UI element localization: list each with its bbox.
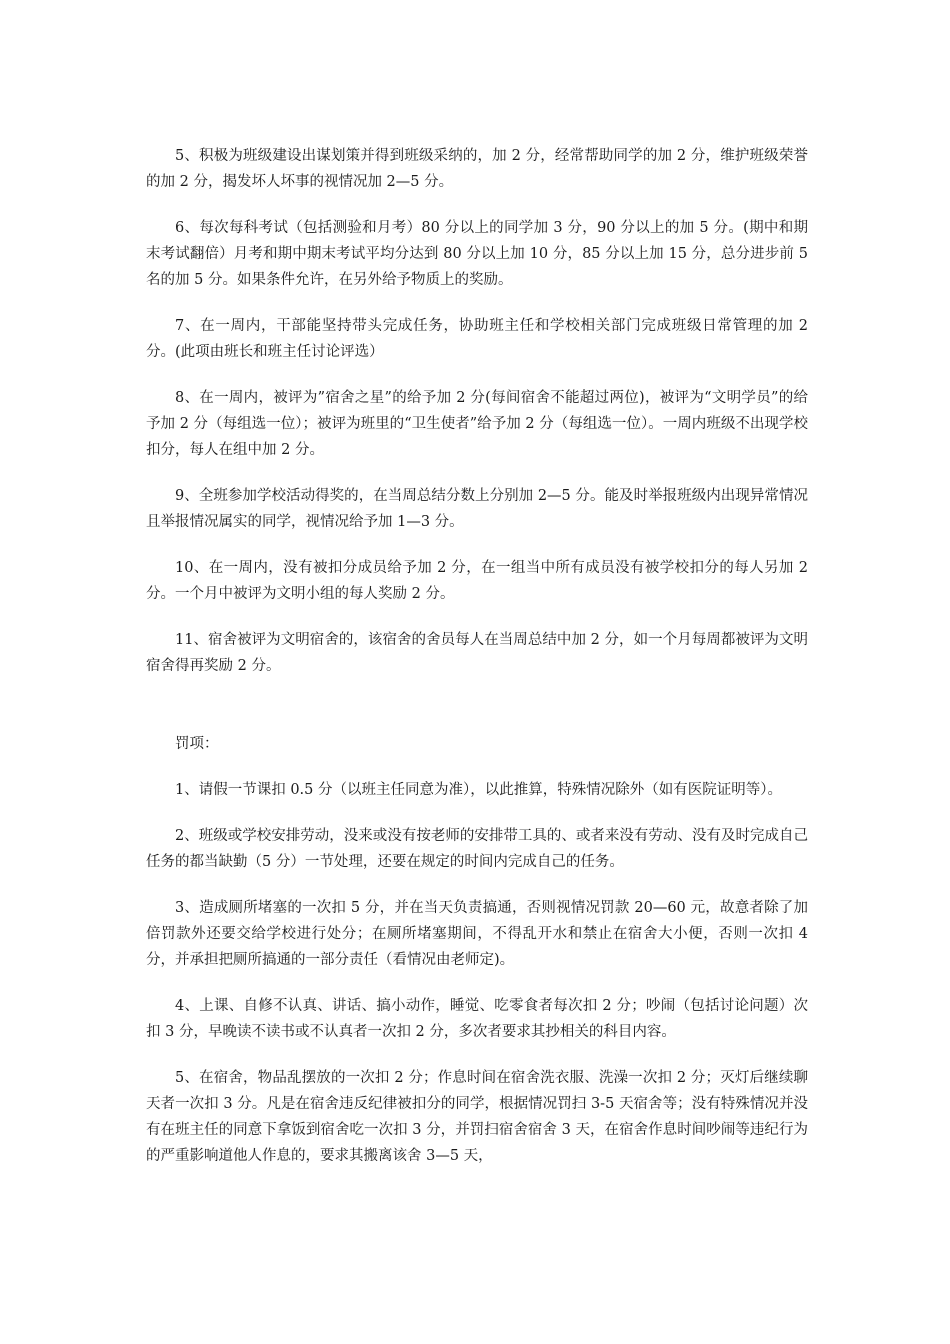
paragraph-gap [146,875,808,895]
penalty-item-3: 3、造成厕所堵塞的一次扣 5 分，并在当天负责搞通，否则视情况罚款 20—60 元，故意者除了加倍罚款外还要交给学校进行处分；在厕所堵塞期间，不得乱开水和禁止在宿舍大小便，否则一次扣 4 分，并承担把厕所搞通的一部分责任（看情况由老师定)。 [146,900,808,968]
paragraph-gap [146,365,808,385]
section-gap [146,679,808,731]
paragraph-gap [146,463,808,483]
paragraph-gap [146,607,808,627]
penalty-item-5: 5、在宿舍，物品乱摆放的一次扣 2 分；作息时间在宿舍洗衣服、洗澡一次扣 2 分；灭灯后继续聊天者一次扣 3 分。凡是在宿舍违反纪律被扣分的同学，根据情况罚扫 3-5 天宿舍等；没有特殊情况并没有在班主任的同意下拿饭到宿舍吃一次扣 3 分，并罚扫宿舍宿舍 3 天，在宿舍作息时间吵闹等违纪行为的严重影响道他人作息的，要求其搬离该舍 3—5 天， [146,1070,808,1164]
reward-item-8: 8、在一周内，被评为”宿舍之星”的给予加 2 分(每间宿舍不能超过两位)，被评为“文明学员”的给予加 2 分（每组选一位）；被评为班里的“卫生使者”给予加 2 分（每组选一位）。一周内班级不出现学校扣分，每人在组中加 2 分。 [146,390,808,458]
penalty-item-4: 4、上课、自修不认真、讲话、搞小动作，睡觉、吃零食者每次扣 2 分；吵闹（包括讨论问题）次扣 3 分，早晚读不读书或不认真者一次扣 2 分，多次者要求其抄相关的科目内容。 [146,998,808,1040]
paragraph-gap [146,803,808,823]
paragraph-gap [146,1045,808,1065]
penalty-heading: 罚项： [175,736,219,752]
paragraph-gap [146,757,808,777]
reward-item-7: 7、在一周内，干部能坚持带头完成任务，协助班主任和学校相关部门完成班级日常管理的加 2 分。(此项由班长和班主任讨论评选） [146,318,808,360]
penalty-item-1: 1、请假一节课扣 0.5 分（以班主任同意为准），以此推算，特殊情况除外（如有医院证明等）。 [175,782,782,798]
paragraph-gap [146,535,808,555]
document-body [146,143,808,1169]
reward-item-5: 5、积极为班级建设出谋划策并得到班级采纳的，加 2 分，经常帮助同学的加 2 分，维护班级荣誉的加 2 分，揭发坏人坏事的视情况加 2—5 分。 [146,148,808,190]
reward-item-10: 10、在一周内，没有被扣分成员给予加 2 分，在一组当中所有成员没有被学校扣分的每人另加 2 分。一个月中被评为文明小组的每人奖励 2 分。 [146,560,808,602]
reward-item-9: 9、全班参加学校活动得奖的，在当周总结分数上分别加 2—5 分。能及时举报班级内出现异常情况且举报情况属实的同学，视情况给予加 1—3 分。 [146,488,808,530]
reward-item-11: 11、宿舍被评为文明宿舍的，该宿舍的舍员每人在当周总结中加 2 分，如一个月每周都被评为文明宿舍得再奖励 2 分。 [146,632,808,674]
reward-item-6: 6、每次每科考试（包括测验和月考）80 分以上的同学加 3 分，90 分以上的加 5 分。(期中和期末考试翻倍）月考和期中期末考试平均分达到 80 分以上加 10 分，85 分以上加 15 分，总分进步前 5 名的加 5 分。如果条件允许，在另外给予物质上的奖励。 [146,220,808,288]
penalty-item-2: 2、班级或学校安排劳动，没来或没有按老师的安排带工具的、或者来没有劳动、没有及时完成自己任务的都当缺勤（5 分）一节处理，还要在规定的时间内完成自己的任务。 [146,828,808,870]
paragraph-gap [146,973,808,993]
paragraph-gap [146,195,808,215]
paragraph-gap [146,293,808,313]
